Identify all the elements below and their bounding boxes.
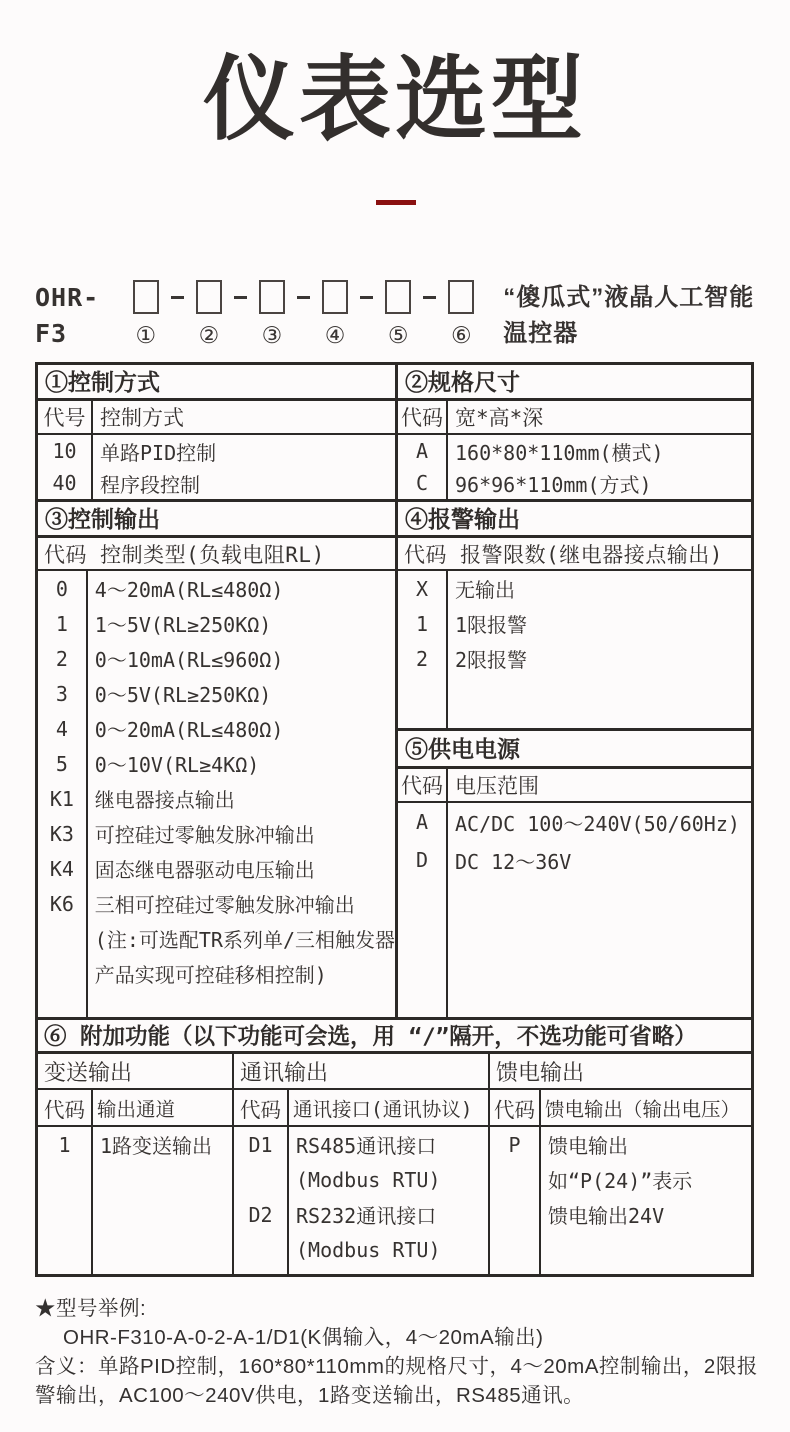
- column-header-code: 代号: [38, 401, 93, 433]
- dash-separator: [423, 296, 436, 299]
- column-header-code: 代码: [234, 1090, 289, 1125]
- table-right-half: [398, 365, 751, 1017]
- group-title: 变送输出: [38, 1054, 232, 1090]
- section-3-data: [38, 571, 395, 1017]
- section-1-title: ①控制方式: [38, 365, 395, 401]
- code-column: [38, 1127, 93, 1274]
- code-cell: K3: [49, 821, 74, 846]
- model-code-box: [385, 280, 411, 314]
- table-upper: [38, 365, 751, 1020]
- table-left-half: [38, 365, 398, 1017]
- group-header-row: [234, 1090, 488, 1127]
- model-code-row: [35, 280, 770, 352]
- group-header-row: [38, 1090, 232, 1127]
- code-cell: P: [508, 1132, 521, 1157]
- code-column: [398, 435, 448, 499]
- section-6: [38, 1020, 751, 1274]
- code-cell: K6: [49, 891, 74, 916]
- model-code-box: [133, 280, 159, 314]
- code-cell: C: [415, 471, 429, 495]
- code-column: [38, 435, 93, 499]
- label-cell: 固态继电器驱动电压输出: [94, 858, 315, 882]
- group-transmit-output: [38, 1054, 234, 1274]
- column-header: 代码 控制类型(负载电阻RL): [44, 542, 325, 567]
- label-cell: RS485通讯接口: [296, 1134, 437, 1158]
- section-3-header-row: [38, 538, 395, 571]
- label-cell: 继电器接点输出: [94, 788, 235, 812]
- label-cell: 可控硅过零触发脉冲输出: [94, 823, 315, 847]
- label-cell: 程序段控制: [100, 472, 200, 497]
- code-cell: 5: [55, 751, 68, 776]
- column-header-code: 代码: [38, 1090, 93, 1125]
- dash-separator: [360, 296, 373, 299]
- code-cell: 1: [58, 1132, 71, 1157]
- position-number: ③: [261, 322, 283, 348]
- title-underline-dash: [376, 200, 416, 205]
- selection-table: [35, 362, 754, 1277]
- section-1-header-row: [38, 401, 395, 435]
- column-header-label: 通讯接口(通讯协议): [293, 1097, 473, 1121]
- code-cell: A: [415, 810, 429, 834]
- column-header-label: 电压范围: [455, 774, 539, 798]
- label-cell: (Modbus RTU): [296, 1167, 441, 1192]
- label-cell: 160*80*110mm(横式): [455, 440, 664, 465]
- model-code-box: [259, 280, 285, 314]
- code-column: [398, 571, 448, 728]
- label-column: [88, 571, 395, 1017]
- label-column: [289, 1127, 488, 1274]
- code-cell: 1: [415, 611, 429, 636]
- model-code-box: [448, 280, 474, 314]
- code-cell: 4: [55, 716, 68, 741]
- position-number: ①: [135, 322, 157, 348]
- model-slot-3: [259, 280, 285, 349]
- label-column: [448, 435, 751, 499]
- note-cell: 产品实现可控硅移相控制): [94, 963, 327, 987]
- group-comm-output: [234, 1054, 490, 1274]
- column-header-label: 馈电输出（输出电压）: [545, 1097, 741, 1121]
- model-description: “傻瓜式”液晶人工智能温控器: [503, 284, 755, 347]
- position-number: ⑤: [387, 322, 409, 348]
- label-cell: 0～5V(RL≥250KΩ): [94, 683, 272, 707]
- code-cell: D2: [248, 1202, 273, 1227]
- model-slot-2: [196, 280, 222, 349]
- dash-separator: [171, 296, 184, 299]
- code-cell: 10: [52, 439, 77, 463]
- section-5-data: [398, 803, 751, 1017]
- section-6-groups: [38, 1054, 751, 1274]
- group-title: 通讯输出: [234, 1054, 488, 1090]
- code-cell: K1: [49, 786, 74, 811]
- model-prefix: OHR-F3: [35, 283, 100, 348]
- code-cell: 2: [55, 646, 68, 671]
- example-meaning: 含义：单路PID控制，160*80*110mm的规格尺寸，4～20mA控制输出，2限报警输出，AC100～240V供电，1路变送输出，RS485通讯。: [35, 1355, 758, 1407]
- code-cell: K4: [49, 856, 74, 881]
- label-cell: AC/DC 100～240V(50/60Hz): [455, 811, 740, 836]
- note-cell: (注:可选配TR系列单/三相触发器: [94, 928, 395, 952]
- label-cell: 0～10V(RL≥4KΩ): [94, 753, 260, 777]
- column-header-label: 宽*高*深: [455, 406, 544, 430]
- code-cell: A: [415, 439, 429, 463]
- column-header-code: 代码: [398, 769, 448, 801]
- dash-separator: [297, 296, 310, 299]
- column-header-code: 代码: [398, 401, 448, 433]
- column-header: 代码 报警限数(继电器接点输出): [404, 542, 723, 567]
- label-cell: RS232通讯接口: [296, 1204, 437, 1228]
- dash-separator: [234, 296, 247, 299]
- label-cell: DC 12～36V: [455, 849, 572, 874]
- section-2-data: [398, 435, 751, 502]
- code-cell: 2: [415, 646, 429, 671]
- model-slot-5: [385, 280, 411, 349]
- group-title: 馈电输出: [490, 1054, 751, 1090]
- label-cell: 无输出: [455, 578, 515, 602]
- model-code-box: [322, 280, 348, 314]
- code-column: [38, 571, 88, 1017]
- model-slot-6: [448, 280, 474, 349]
- position-number: ④: [324, 322, 346, 348]
- code-column: [398, 803, 448, 1017]
- label-cell: 0～10mA(RL≤960Ω): [94, 648, 284, 672]
- model-slot-4: [322, 280, 348, 349]
- label-cell: 1路变送输出: [100, 1134, 213, 1158]
- section-4-header-row: [398, 538, 751, 571]
- section-5-header-row: [398, 769, 751, 803]
- label-column: [448, 571, 751, 728]
- section-3-title: ③控制输出: [38, 502, 395, 538]
- example-label: ★型号举例:: [35, 1297, 147, 1320]
- section-1-data: [38, 435, 395, 502]
- position-number: ⑥: [450, 322, 472, 348]
- group-data: [490, 1127, 751, 1274]
- label-cell: 馈电输出24V: [548, 1204, 665, 1228]
- page-title: 仪表选型: [202, 49, 587, 151]
- label-cell: 馈电输出: [548, 1134, 628, 1158]
- label-column: [541, 1127, 751, 1274]
- code-cell: 0: [55, 576, 68, 601]
- code-column: [234, 1127, 289, 1274]
- code-cell: D: [415, 848, 429, 872]
- label-cell: (Modbus RTU): [296, 1237, 441, 1262]
- column-header-code: 代码: [490, 1090, 541, 1125]
- label-cell: 96*96*110mm(方式): [455, 472, 652, 497]
- label-cell: 1～5V(RL≥250KΩ): [94, 613, 272, 637]
- column-header-label: 输出通道: [97, 1097, 176, 1121]
- section-2-title: ②规格尺寸: [398, 365, 751, 401]
- example-model: OHR-F310-A-0-2-A-1/D1(K偶输入，4～20mA输出): [63, 1326, 544, 1349]
- group-data: [38, 1127, 232, 1274]
- section-2-header-row: [398, 401, 751, 435]
- code-cell: D1: [248, 1132, 273, 1157]
- group-header-row: [490, 1090, 751, 1127]
- section-4-title: ④报警输出: [398, 502, 751, 538]
- section-5-title: ⑤供电电源: [398, 731, 751, 769]
- column-header-label: 控制方式: [100, 406, 184, 430]
- label-cell: 三相可控硅过零触发脉冲输出: [94, 893, 355, 917]
- label-cell: 4～20mA(RL≤480Ω): [94, 578, 284, 602]
- code-cell: 40: [52, 471, 77, 495]
- model-slot-1: [133, 280, 159, 349]
- label-cell: 1限报警: [455, 613, 528, 637]
- group-feed-output: [490, 1054, 751, 1274]
- section-4-data: [398, 571, 751, 731]
- position-number: ②: [198, 322, 220, 348]
- group-data: [234, 1127, 488, 1274]
- label-cell: 0～20mA(RL≤480Ω): [94, 718, 284, 742]
- footer-notes: [35, 1294, 759, 1410]
- label-column: [448, 803, 751, 1017]
- label-cell: 2限报警: [455, 648, 528, 672]
- model-code-box: [196, 280, 222, 314]
- section-6-title: ⑥ 附加功能（以下功能可会选，用 “/”隔开，不选功能可省略）: [38, 1020, 751, 1054]
- code-cell: 1: [55, 611, 68, 636]
- label-column: [93, 1127, 232, 1274]
- label-cell: 如“P(24)”表示: [548, 1169, 693, 1193]
- code-cell: 3: [55, 681, 68, 706]
- code-column: [490, 1127, 541, 1274]
- label-cell: 单路PID控制: [100, 440, 217, 465]
- label-column: [93, 435, 395, 499]
- code-cell: X: [415, 576, 429, 601]
